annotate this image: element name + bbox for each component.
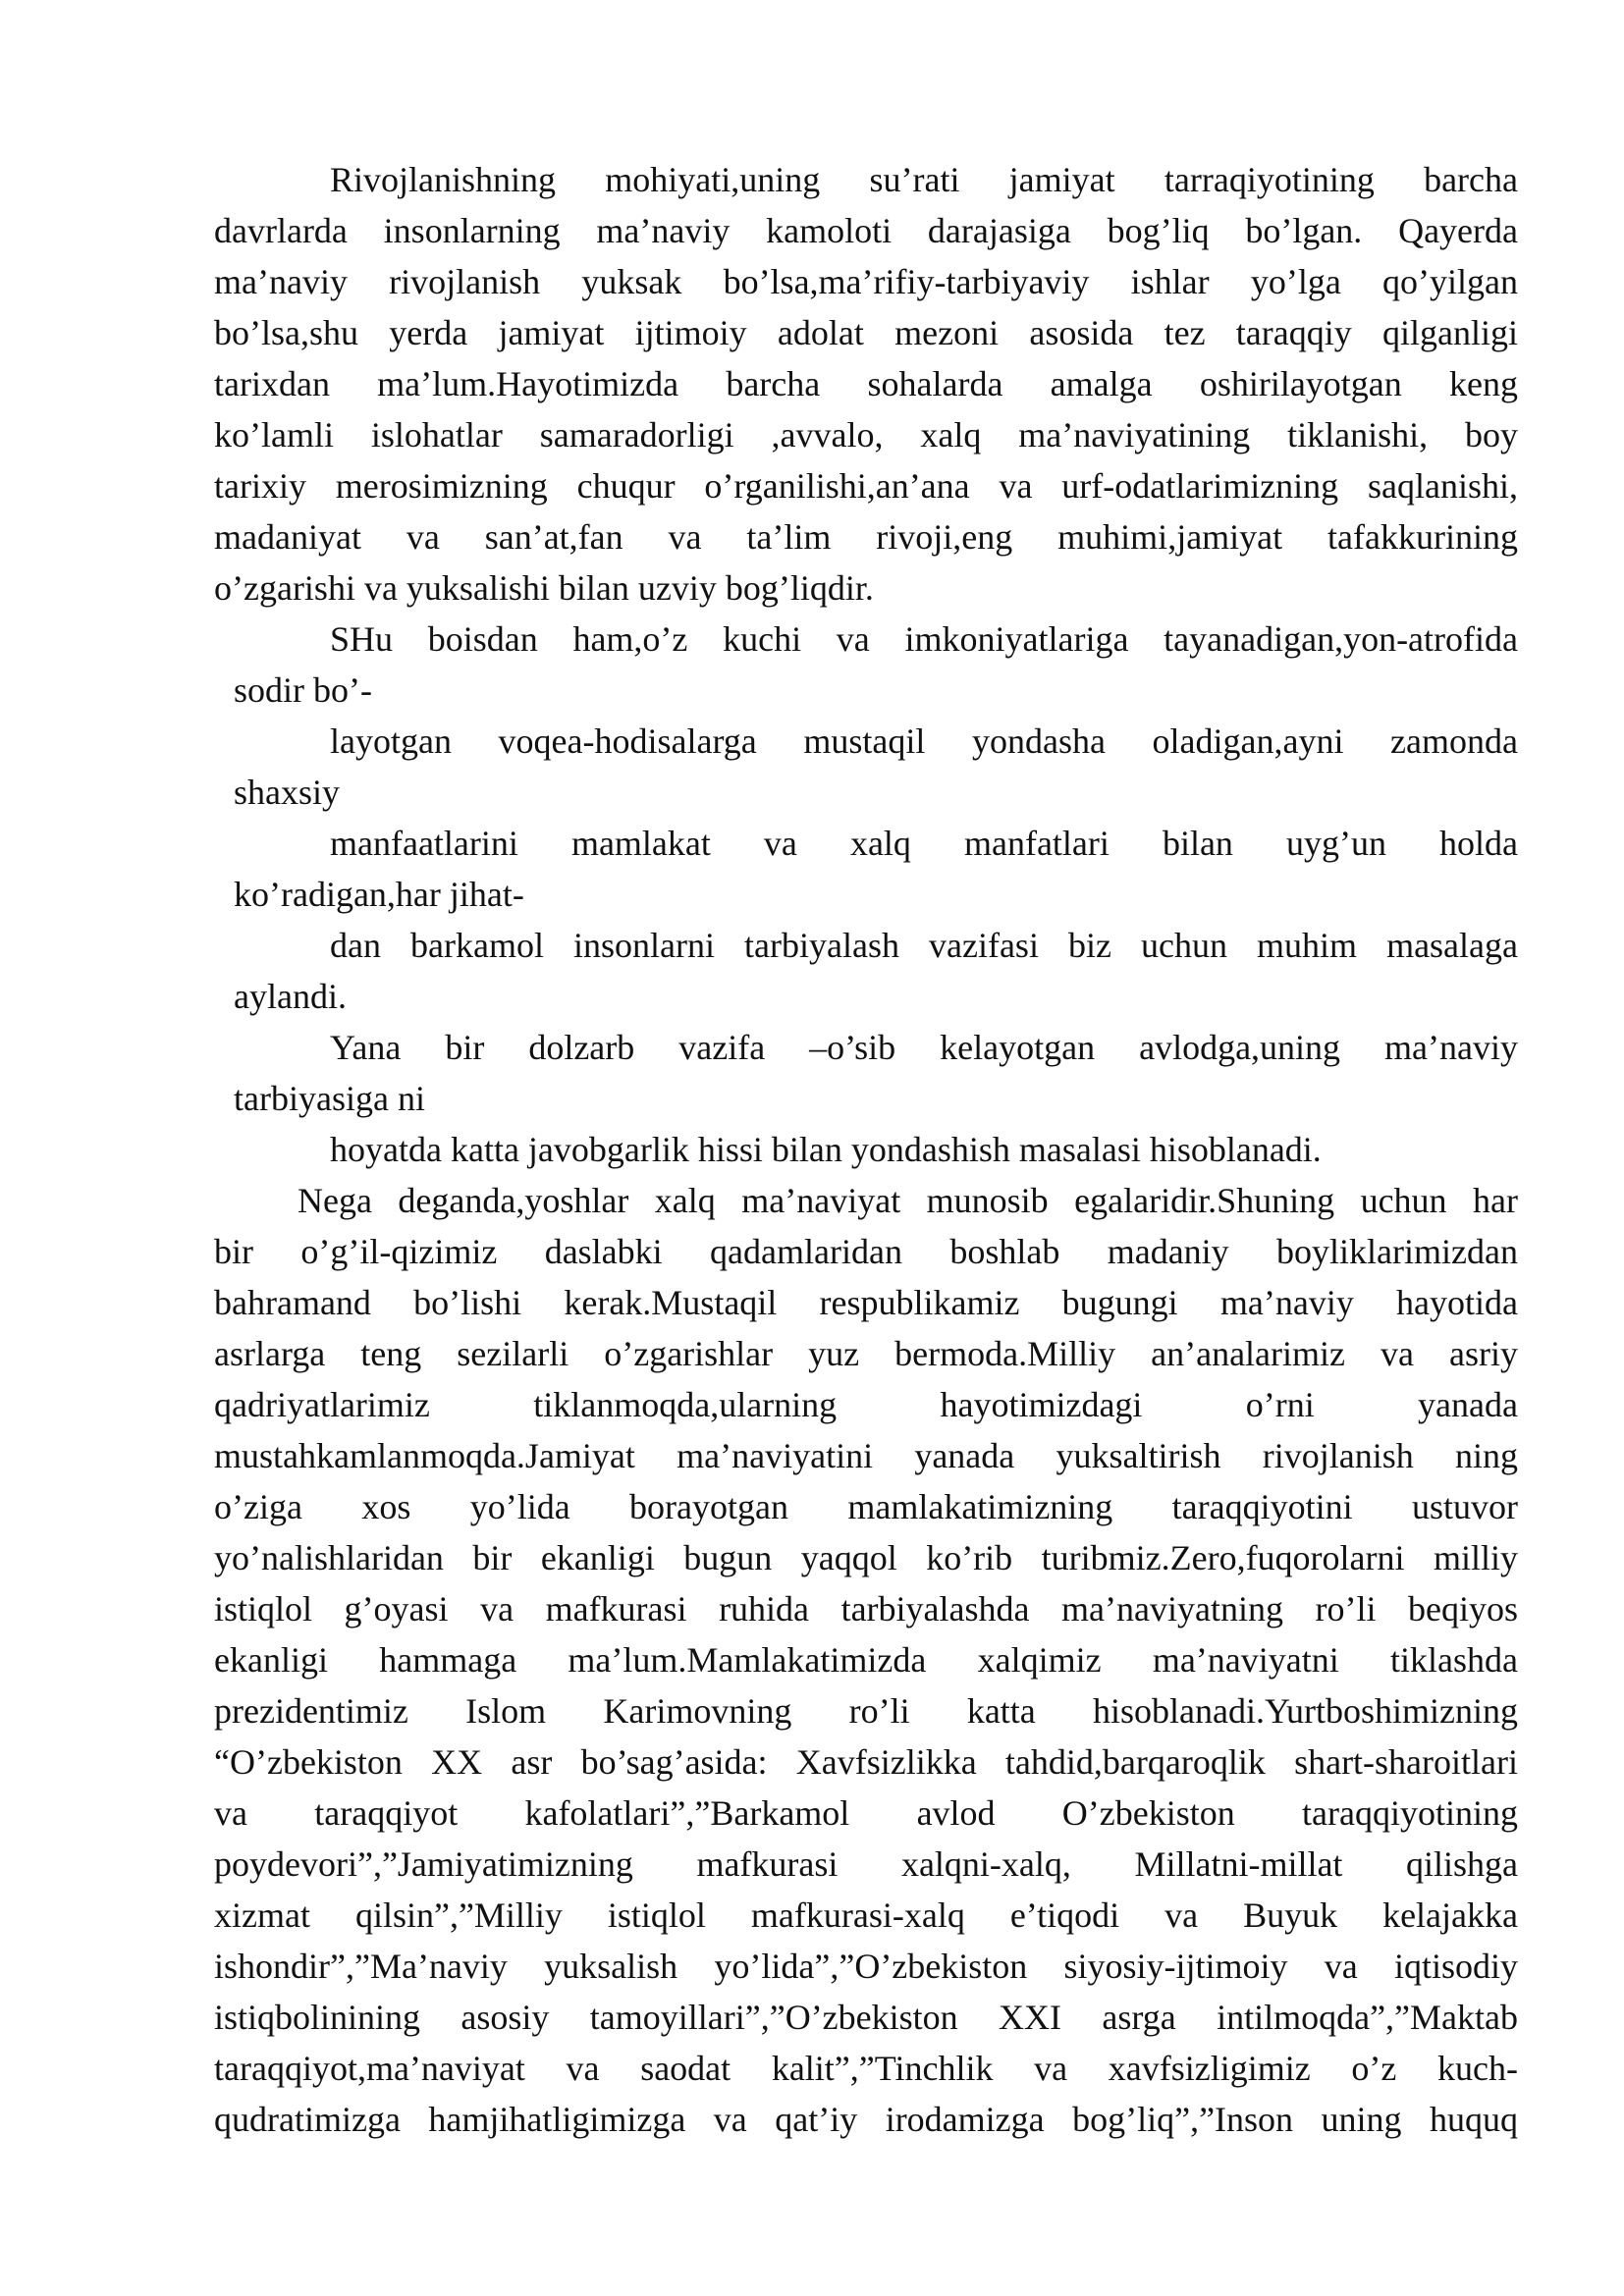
text-line: aylandi.	[234, 977, 347, 1016]
text-line: bir o’g’il-qizimiz daslabki qadamlaridan boshlab madaniy boyliklarimizdan	[214, 1232, 1518, 1271]
text-line: o’zgarishi va yuksalishi bilan uzviy bog’liqdir.	[214, 568, 874, 608]
text-line: yo’nalishlaridan bir ekanligi bugun yaqqol ko’rib turibmiz.Zero,fuqorolarni milliy	[214, 1538, 1518, 1577]
text-line: tarbiyasiga ni	[234, 1079, 425, 1118]
text-line: hoyatda katta javobgarlik hissi bilan yondashish masalasi hisoblanadi.	[330, 1130, 1322, 1169]
text-line: qadriyatlarimiz tiklanmoqda,ularning hayotimizdagi o’rni yanada	[214, 1385, 1518, 1424]
text-line: prezidentimiz Islom Karimovning ro’li katta hisoblanadi.Yurtboshimizning	[214, 1691, 1518, 1731]
text-line: Nega deganda,yoshlar xalq ma’naviyat munosib egalaridir.Shuning uchun har	[298, 1181, 1518, 1220]
text-line: Rivojlanishning mohiyati,uning su’rati jamiyat tarraqiyotining barcha	[330, 160, 1518, 199]
text-line: ekanligi hammaga ma’lum.Mamlakatimizda xalqimiz ma’naviyatni tiklashda	[214, 1640, 1518, 1680]
text-line: o’ziga xos yo’lida borayotgan mamlakatimizning taraqqiyotini ustuvor	[214, 1487, 1518, 1526]
text-line: ko’lamli islohatlar samaradorligi ,avvalo, xalq ma’naviyatining tiklanishi, boy	[214, 415, 1518, 454]
text-line: istiqbolinining asosiy tamoyillari”,”O’zbekiston XXI asrga intilmoqda”,”Maktab	[214, 1998, 1518, 2037]
text-line: bahramand bo’lishi kerak.Mustaqil respublikamiz bugungi ma’naviy hayotida	[214, 1283, 1518, 1322]
text-line: madaniyat va san’at,fan va ta’lim rivoji,eng muhimi,jamiyat tafakkurining	[214, 517, 1518, 557]
text-line: asrlarga teng sezilarli o’zgarishlar yuz bermoda.Milliy an’analarimiz va asriy	[214, 1334, 1518, 1373]
text-line: shaxsiy	[234, 773, 340, 812]
text-line: manfaatlarini mamlakat va xalq manfatlari bilan uyg’un holda	[330, 824, 1518, 863]
text-line: SHu boisdan ham,o’z kuchi va imkoniyatlariga tayanadigan,yon-atrofida	[330, 619, 1518, 659]
text-line: taraqqiyot,ma’naviyat va saodat kalit”,”Tinchlik va xavfsizligimiz o’z kuch-	[214, 2049, 1518, 2088]
text-line: istiqlol g’oyasi va mafkurasi ruhida tarbiyalashda ma’naviyatning ro’li beqiyos	[214, 1589, 1518, 1629]
text-line: tarixiy merosimizning chuqur o’rganilishi,an’ana va urf-odatlarimizning saqlanishi,	[214, 466, 1518, 506]
text-line: mustahkamlanmoqda.Jamiyat ma’naviyatini yanada yuksaltirish rivojlanish ning	[214, 1436, 1518, 1475]
text-line: ko’radigan,har jihat-	[234, 875, 524, 914]
text-line: Yana bir dolzarb vazifa –o’sib kelayotgan avlodga,uning ma’naviy	[330, 1028, 1518, 1067]
text-line: layotgan voqea-hodisalarga mustaqil yondasha oladigan,ayni zamonda	[330, 721, 1518, 761]
text-line: xizmat qilsin”,”Milliy istiqlol mafkurasi-xalq e’tiqodi va Buyuk kelajakka	[214, 1896, 1518, 1935]
text-line: qudratimizga hamjihatligimizga va qat’iy irodamizga bog’liq”,”Inson uning huquq	[214, 2100, 1518, 2139]
text-line: dan barkamol insonlarni tarbiyalash vazifasi biz uchun muhim masalaga	[330, 926, 1518, 965]
text-line: sodir bo’-	[234, 670, 372, 710]
text-line: ma’naviy rivojlanish yuksak bo’lsa,ma’rifiy-tarbiyaviy ishlar yo’lga qo’yilgan	[214, 262, 1518, 301]
text-line: poydevori”,”Jamiyatimizning mafkurasi xalqni-xalq, Millatni-millat qilishga	[214, 1844, 1518, 1884]
text-line: tarixdan ma’lum.Hayotimizda barcha sohalarda amalga oshirilayotgan keng	[214, 364, 1518, 403]
text-line: ishondir”,”Ma’naviy yuksalish yo’lida”,”O’zbekiston siyosiy-ijtimoiy va iqtisodiy	[214, 1947, 1518, 1986]
text-line: davrlarda insonlarning ma’naviy kamoloti darajasiga bog’liq bo’lgan. Qayerda	[214, 211, 1518, 250]
text-line: bo’lsa,shu yerda jamiyat ijtimoiy adolat mezoni asosida tez taraqqiy qilganligi	[214, 313, 1518, 352]
text-line: va taraqqiyot kafolatlari”,”Barkamol avlod O’zbekiston taraqqiyotining	[214, 1793, 1518, 1833]
text-line: “O’zbekiston XX asr bo’sag’asida: Xavfsizlikka tahdid,barqaroqlik shart-sharoitlari	[214, 1742, 1518, 1782]
